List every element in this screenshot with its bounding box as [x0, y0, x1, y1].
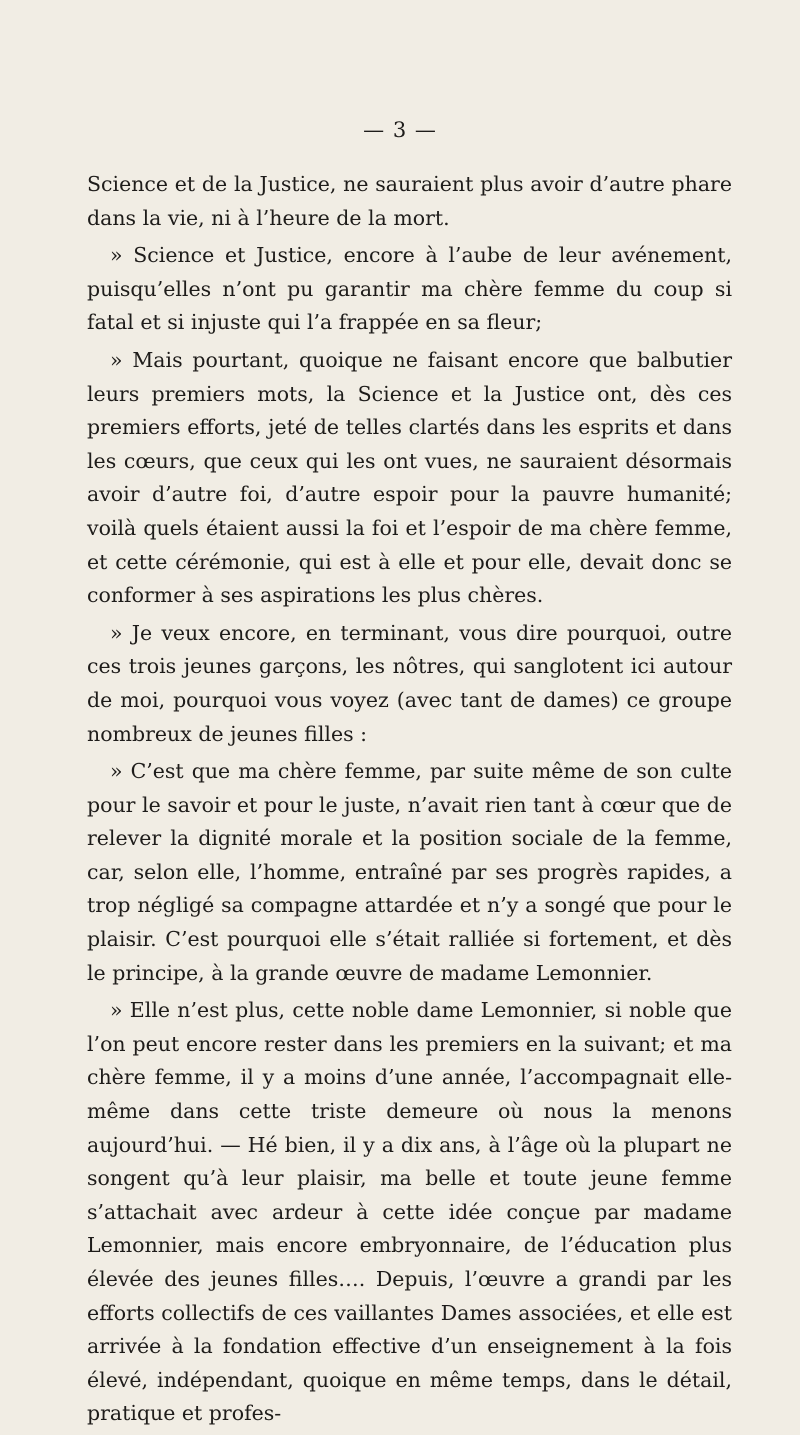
paragraph: » Je veux encore, en terminant, vous dire pourquoi, outre ces trois jeunes garçons, les nôtres, qui sanglotent ici autour de moi, pourquoi vous voyez (avec tant de dames) ce groupe nombreux de jeunes filles : [87, 620, 732, 746]
paragraph: » Mais pourtant, quoique ne faisant encore que balbutier leurs premiers mots, la Science et la Justice ont, dès ces premiers efforts, jeté de telles clartés dans les esprits et dans les cœurs, que ceux qui les ont vues, ne sauraient désormais avoir d’autre foi, d’autre espoir pour la pauvre humanité; voilà quels étaient aussi la foi et l’espoir de ma chère femme, et cette cérémonie, qui est à elle et pour elle, devait donc se conformer à ses aspirations les plus chères. [87, 347, 732, 608]
body-text [87, 168, 732, 1435]
paragraph: » C’est que ma chère femme, par suite même de son culte pour le savoir et pour le juste, n’avait rien tant à cœur que de relever la dignité morale et la position sociale de la femme, car, selon elle, l’homme, entraîné par ses progrès rapides, a trop négligé sa compagne attardée et n’y a songé que pour le plaisir. C’est pourquoi elle s’était ralliée si fortement, et dès le principe, à la grande œuvre de madame Lemonnier. [87, 759, 732, 985]
paragraph: » Science et Justice, encore à l’aube de leur avénement, puisqu’elles n’ont pu garantir ma chère femme du coup si fatal et si injuste qui l’a frappée en sa fleur; [87, 243, 732, 335]
paragraph: Science et de la Justice, ne sauraient plus avoir d’autre phare dans la vie, ni à l’heure de la mort. [87, 172, 732, 230]
page-number: — 3 — [363, 118, 437, 142]
paragraph: » Elle n’est plus, cette noble dame Lemonnier, si noble que l’on peut encore rester dans les premiers en la suivant; et ma chère femme, il y a moins d’une année, l’accompagnait elle-même dans cette triste demeure où nous la menons aujourd’hui. — Hé bien, il y a dix ans, à l’âge où la plupart ne songent qu’à leur plaisir, ma belle et toute jeune femme s’attachait avec ardeur à cette idée conçue par madame Lemonnier, mais encore embryonnaire, de l’éducation plus élevée des jeunes filles…. Depuis, l’œuvre a grandi par les efforts collectifs de ces vaillantes Dames associées, et elle est arrivée à la fondation effective d’un enseignement à la fois élevé, indépendant, quoique en même temps, dans le détail, pratique et profes- [87, 998, 732, 1426]
